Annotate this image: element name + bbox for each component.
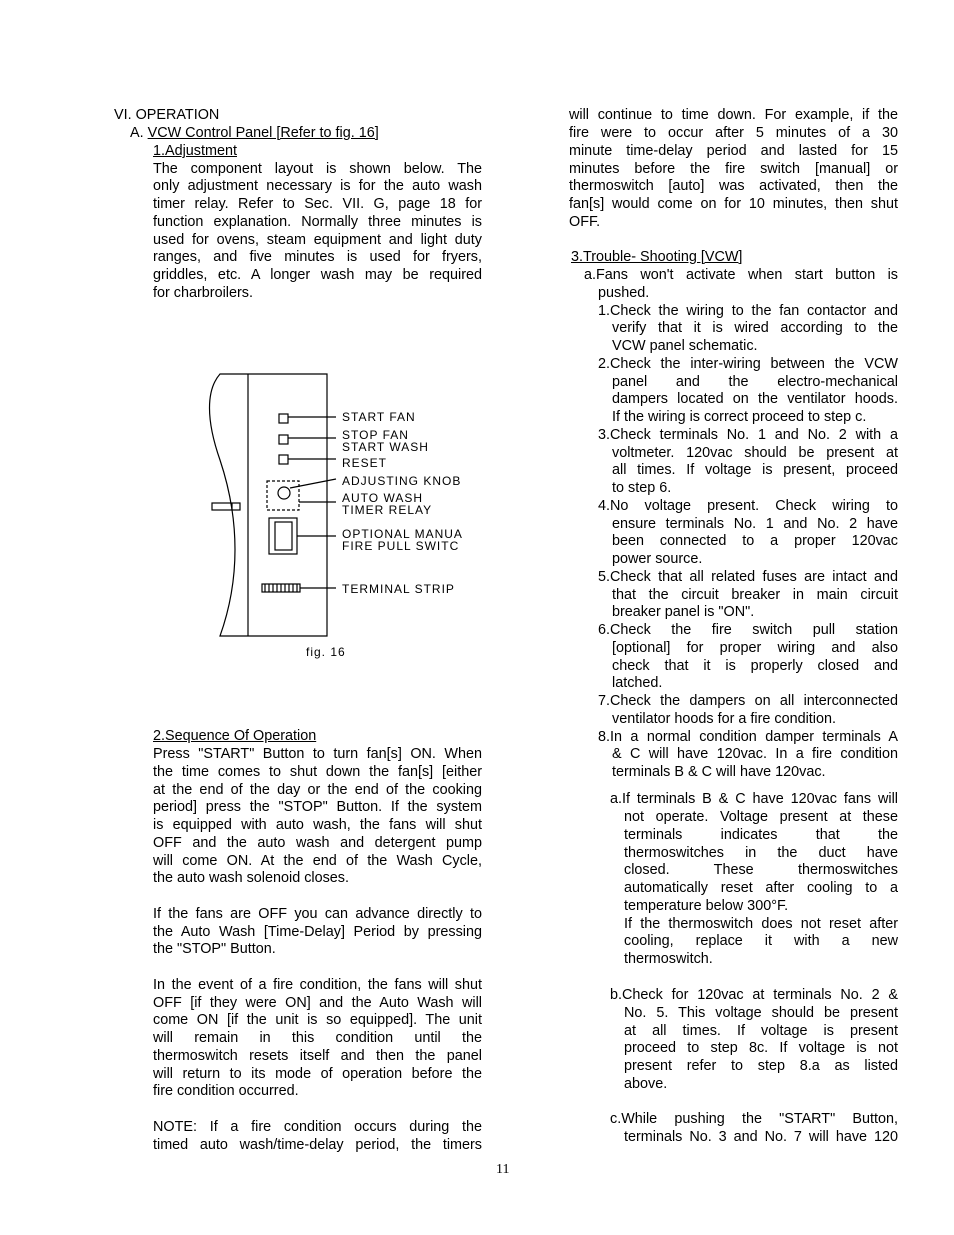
text-line (598, 285, 649, 303)
text-line (598, 622, 898, 640)
line-text: [optional] for proper wiring and also (612, 640, 898, 656)
line-text: The component layout is shown below. The (153, 161, 482, 177)
text-line (598, 569, 898, 587)
timer-relay-box (267, 481, 299, 510)
line-text: a.If terminals B & C have 120vac fans will (610, 791, 898, 807)
line-text: cooling, replace it with a new (624, 933, 898, 949)
text-line (153, 1119, 482, 1137)
text-line (153, 1048, 482, 1066)
line-text: at all times. If voltage is present (624, 1023, 898, 1039)
text-line (612, 640, 898, 658)
stop-fan-button (279, 435, 288, 444)
line-text: function explanation. Normally three minutes is (153, 214, 482, 230)
text-line (612, 374, 898, 392)
text-line (153, 817, 482, 835)
line-text: used for ovens, steam equipment and light duty (153, 232, 482, 248)
line-text: minutes before the fire switch [manual] or (569, 161, 898, 177)
text-line (598, 498, 898, 516)
line-text: OFF and the auto wash and detergent pump (153, 835, 482, 851)
text-line (153, 835, 482, 853)
text-line (114, 107, 219, 125)
line-text: that the circuit breaker in main circuit (612, 587, 898, 603)
text-line (584, 267, 898, 285)
line-text: thermoswitches in the duct have (624, 845, 898, 861)
text-line (598, 729, 898, 747)
text-line (153, 746, 482, 764)
text-line (624, 951, 713, 969)
text-line (610, 791, 898, 809)
line-text: verify that it is wired according to the (612, 320, 898, 336)
line-text: will remain in this condition until the (153, 1030, 482, 1046)
text-line (612, 445, 898, 463)
text-line (569, 161, 898, 179)
text-line (153, 249, 482, 267)
page-number: 11 (496, 1162, 510, 1177)
line-text: ventilator hoods for a fire condition. (612, 711, 836, 727)
text-line (130, 125, 379, 143)
line-text: period] press the "STOP" Button. If the system (153, 799, 482, 815)
line-text: c.While pushing the "START" Button, (610, 1111, 898, 1127)
text-line (612, 587, 898, 605)
text-line (612, 551, 702, 569)
text-line (624, 1005, 898, 1023)
line-text: NOTE: If a fire condition occurs during the (153, 1119, 482, 1135)
line-text: 7.Check the dampers on all interconnected (598, 693, 898, 709)
line-text: check that it is properly closed and (612, 658, 898, 674)
text-line (624, 809, 898, 827)
line-text: above. (624, 1076, 668, 1092)
text-line (624, 862, 898, 880)
text-line (153, 870, 349, 888)
label-timer-relay: TIMER RELAY (342, 503, 433, 517)
line-text: the "STOP" Button. (153, 941, 276, 957)
line-text: only adjustment necessary is for the auto wash (153, 178, 482, 194)
text-line (153, 941, 276, 959)
line-text: minute time-delay period and lasted for 15 (569, 143, 898, 159)
line-text: ensure terminals No. 1 and No. 2 have (612, 516, 898, 532)
line-text: breaker panel is "ON". (612, 604, 755, 620)
text-line (153, 853, 482, 871)
text-line (612, 391, 898, 409)
text-line (569, 107, 898, 125)
text-line (153, 799, 482, 817)
text-line (624, 827, 898, 845)
line-text: fire condition occurred. (153, 1083, 299, 1099)
line-text: thermoswitch. (624, 951, 713, 967)
text-line (624, 898, 788, 916)
line-text: thermoswitch resets itself and then the panel (153, 1048, 482, 1064)
text-line (612, 764, 826, 782)
line-text: ranges, and five minutes is used for fryers, (153, 249, 482, 265)
text-line (153, 1066, 482, 1084)
text-line (153, 1137, 482, 1155)
text-line (598, 427, 898, 445)
text-line (624, 880, 898, 898)
text-line (612, 516, 898, 534)
line-text: fan[s] would come on for 10 minutes, then shut (569, 196, 898, 212)
text-line (612, 711, 836, 729)
text-line (153, 178, 482, 196)
text-line (153, 196, 482, 214)
line-text: b.Check for 120vac at terminals No. 2 & (610, 987, 898, 1003)
label-stop-fan: STOP FAN (342, 428, 409, 442)
text-line (612, 320, 898, 338)
text-line (153, 995, 482, 1013)
text-line (569, 143, 898, 161)
line-text: terminals No. 3 and No. 7 will have 120 (624, 1129, 898, 1145)
line-text: OFF. (569, 214, 601, 230)
line-text: to step 6. (612, 480, 672, 496)
line-text: fire were to occur after 5 minutes of a 30 (569, 125, 898, 141)
text-line (610, 1111, 898, 1129)
reset-button (279, 455, 288, 464)
line-text: voltmeter. 120vac should be present at (612, 445, 898, 461)
line-text: 3.Check terminals No. 1 and No. 2 with a (598, 427, 898, 443)
text-line (569, 125, 898, 143)
text-line (598, 356, 898, 374)
line-text: terminals indicates that the (624, 827, 898, 843)
text-line (612, 675, 662, 693)
line-text: automatically reset after cooling to a (624, 880, 898, 896)
text-line (153, 728, 316, 746)
line-text: closed. These thermoswitches (624, 862, 898, 878)
line-text: latched. (612, 675, 663, 691)
label-start-fan: START FAN (342, 410, 416, 424)
line-text: If the thermoswitch does not reset after (624, 916, 898, 932)
line-text: panel and the electro-mechanical (612, 374, 898, 390)
line-text: VI. OPERATION (114, 107, 220, 123)
label-fire-pull: FIRE PULL SWITC (342, 539, 460, 553)
line-text: will return to its mode of operation before the (153, 1066, 482, 1082)
text-line (624, 845, 898, 863)
text-line (153, 977, 482, 995)
text-line (624, 1023, 898, 1041)
line-text: all times. If voltage is present, proceed (612, 462, 898, 478)
line-text: terminals B & C will have 120vac. (612, 764, 826, 780)
door-handle (212, 503, 240, 510)
underlined-heading: 2.Sequence Of Operation (153, 728, 317, 744)
text-line (598, 693, 898, 711)
label-start-wash: START WASH (342, 440, 429, 454)
text-line (569, 196, 898, 214)
line-text: temperature below 300°F. (624, 898, 789, 914)
text-line (624, 916, 898, 934)
text-line (153, 161, 482, 179)
text-line (153, 143, 237, 161)
text-line (612, 480, 671, 498)
text-line (571, 249, 742, 267)
underlined-heading: 3.Trouble- Shooting [VCW] (571, 249, 743, 265)
text-line (153, 906, 482, 924)
line-text: been connected to a proper 120vac (612, 533, 898, 549)
text-line (153, 764, 482, 782)
fire-pull-switch (269, 518, 297, 554)
line-text: 1.Check the wiring to the fan contactor and (598, 303, 898, 319)
line-text: 2.Check the inter-wiring between the VCW (598, 356, 898, 372)
text-line (612, 409, 866, 427)
line-text: present refer to step 8.a as listed (624, 1058, 898, 1074)
line-text: timer relay. Refer to Sec. VII. G, page 18 for (153, 196, 482, 212)
line-text: 6.Check the fire switch pull station (598, 622, 898, 638)
text-line (153, 285, 253, 303)
text-line (612, 338, 758, 356)
start-fan-button (279, 414, 288, 423)
text-line (569, 178, 898, 196)
line-text: griddles, etc. A longer wash may be required (153, 267, 482, 283)
line-text: will continue to time down. For example, if the (569, 107, 898, 123)
text-line (624, 1076, 667, 1094)
line-text: at the end of the day or the end of the cooking (153, 782, 482, 798)
text-line (612, 533, 898, 551)
text-line (612, 462, 898, 480)
line-text: come ON [if the unit is so equipped]. The unit (153, 1012, 482, 1028)
line-text: the Auto Wash [Time-Delay] Period by pressing (153, 924, 482, 940)
line-text: If the fans are OFF you can advance directly to (153, 906, 482, 922)
line-text: will come ON. At the end of the Wash Cycle, (153, 853, 482, 869)
label-adjusting-knob: ADJUSTING KNOB (342, 474, 462, 488)
label-reset: RESET (342, 456, 388, 470)
text-line (624, 1040, 898, 1058)
line-text: 5.Check that all related fuses are intact and (598, 569, 898, 585)
line-text: OFF [if they were ON] and the Auto Wash will (153, 995, 482, 1011)
text-line (153, 782, 482, 800)
text-line (612, 658, 898, 676)
line-text: VCW panel schematic. (612, 338, 758, 354)
line-text: A. (130, 125, 148, 141)
line-text: proceed to step 8c. If voltage is not (624, 1040, 898, 1056)
line-text: power source. (612, 551, 703, 567)
line-text: a.Fans won't activate when start button is (584, 267, 898, 283)
line-text: dampers located on the ventilator hoods. (612, 391, 898, 407)
text-line (624, 1058, 898, 1076)
underlined-heading: VCW Control Panel [Refer to fig. 16] (147, 125, 379, 141)
line-text: pushed. (598, 285, 650, 301)
text-line (569, 214, 600, 232)
text-line (153, 232, 482, 250)
line-text: Press "START" Button to turn fan[s] ON. When (153, 746, 482, 762)
text-line (153, 267, 482, 285)
label-terminal-strip: TERMINAL STRIP (342, 582, 455, 596)
text-line (153, 1012, 482, 1030)
line-text: is equipped with auto wash, the fans will shut (153, 817, 482, 833)
label-auto-wash: AUTO WASH (342, 491, 424, 505)
line-text: the time comes to shut down the fan[s] [either (153, 764, 482, 780)
line-text: 8.In a normal condition damper terminals A (598, 729, 898, 745)
figure-caption: fig. 16 (306, 645, 346, 659)
leader-adjusting-knob (290, 479, 336, 488)
text-line (153, 1030, 482, 1048)
text-line (153, 924, 482, 942)
line-text: for charbroilers. (153, 285, 253, 301)
text-line (598, 303, 898, 321)
panel-outline (210, 374, 328, 636)
line-text: thermoswitch [auto] was activated, then the (569, 178, 898, 194)
text-line (624, 1129, 898, 1147)
line-text: No. 5. This voltage should be present (624, 1005, 898, 1021)
line-text: not operate. Voltage present at these (624, 809, 898, 825)
line-text: 4.No voltage present. Check wiring to (598, 498, 898, 514)
adjusting-knob (278, 487, 290, 499)
text-line (624, 933, 898, 951)
text-line (612, 604, 754, 622)
line-text: If the wiring is correct proceed to step c. (612, 409, 867, 425)
line-text: timed auto wash/time-delay period, the timers (153, 1137, 482, 1153)
text-line (612, 746, 898, 764)
line-text: the auto wash solenoid closes. (153, 870, 349, 886)
underlined-heading: 1.Adjustment (153, 143, 237, 159)
text-line (153, 1083, 299, 1101)
line-text: In the event of a fire condition, the fans will shut (153, 977, 482, 993)
text-line (610, 987, 898, 1005)
label-optional-manual: OPTIONAL MANUA (342, 527, 463, 541)
line-text: & C will have 120vac. In a fire condition (612, 746, 898, 762)
text-line (153, 214, 482, 232)
